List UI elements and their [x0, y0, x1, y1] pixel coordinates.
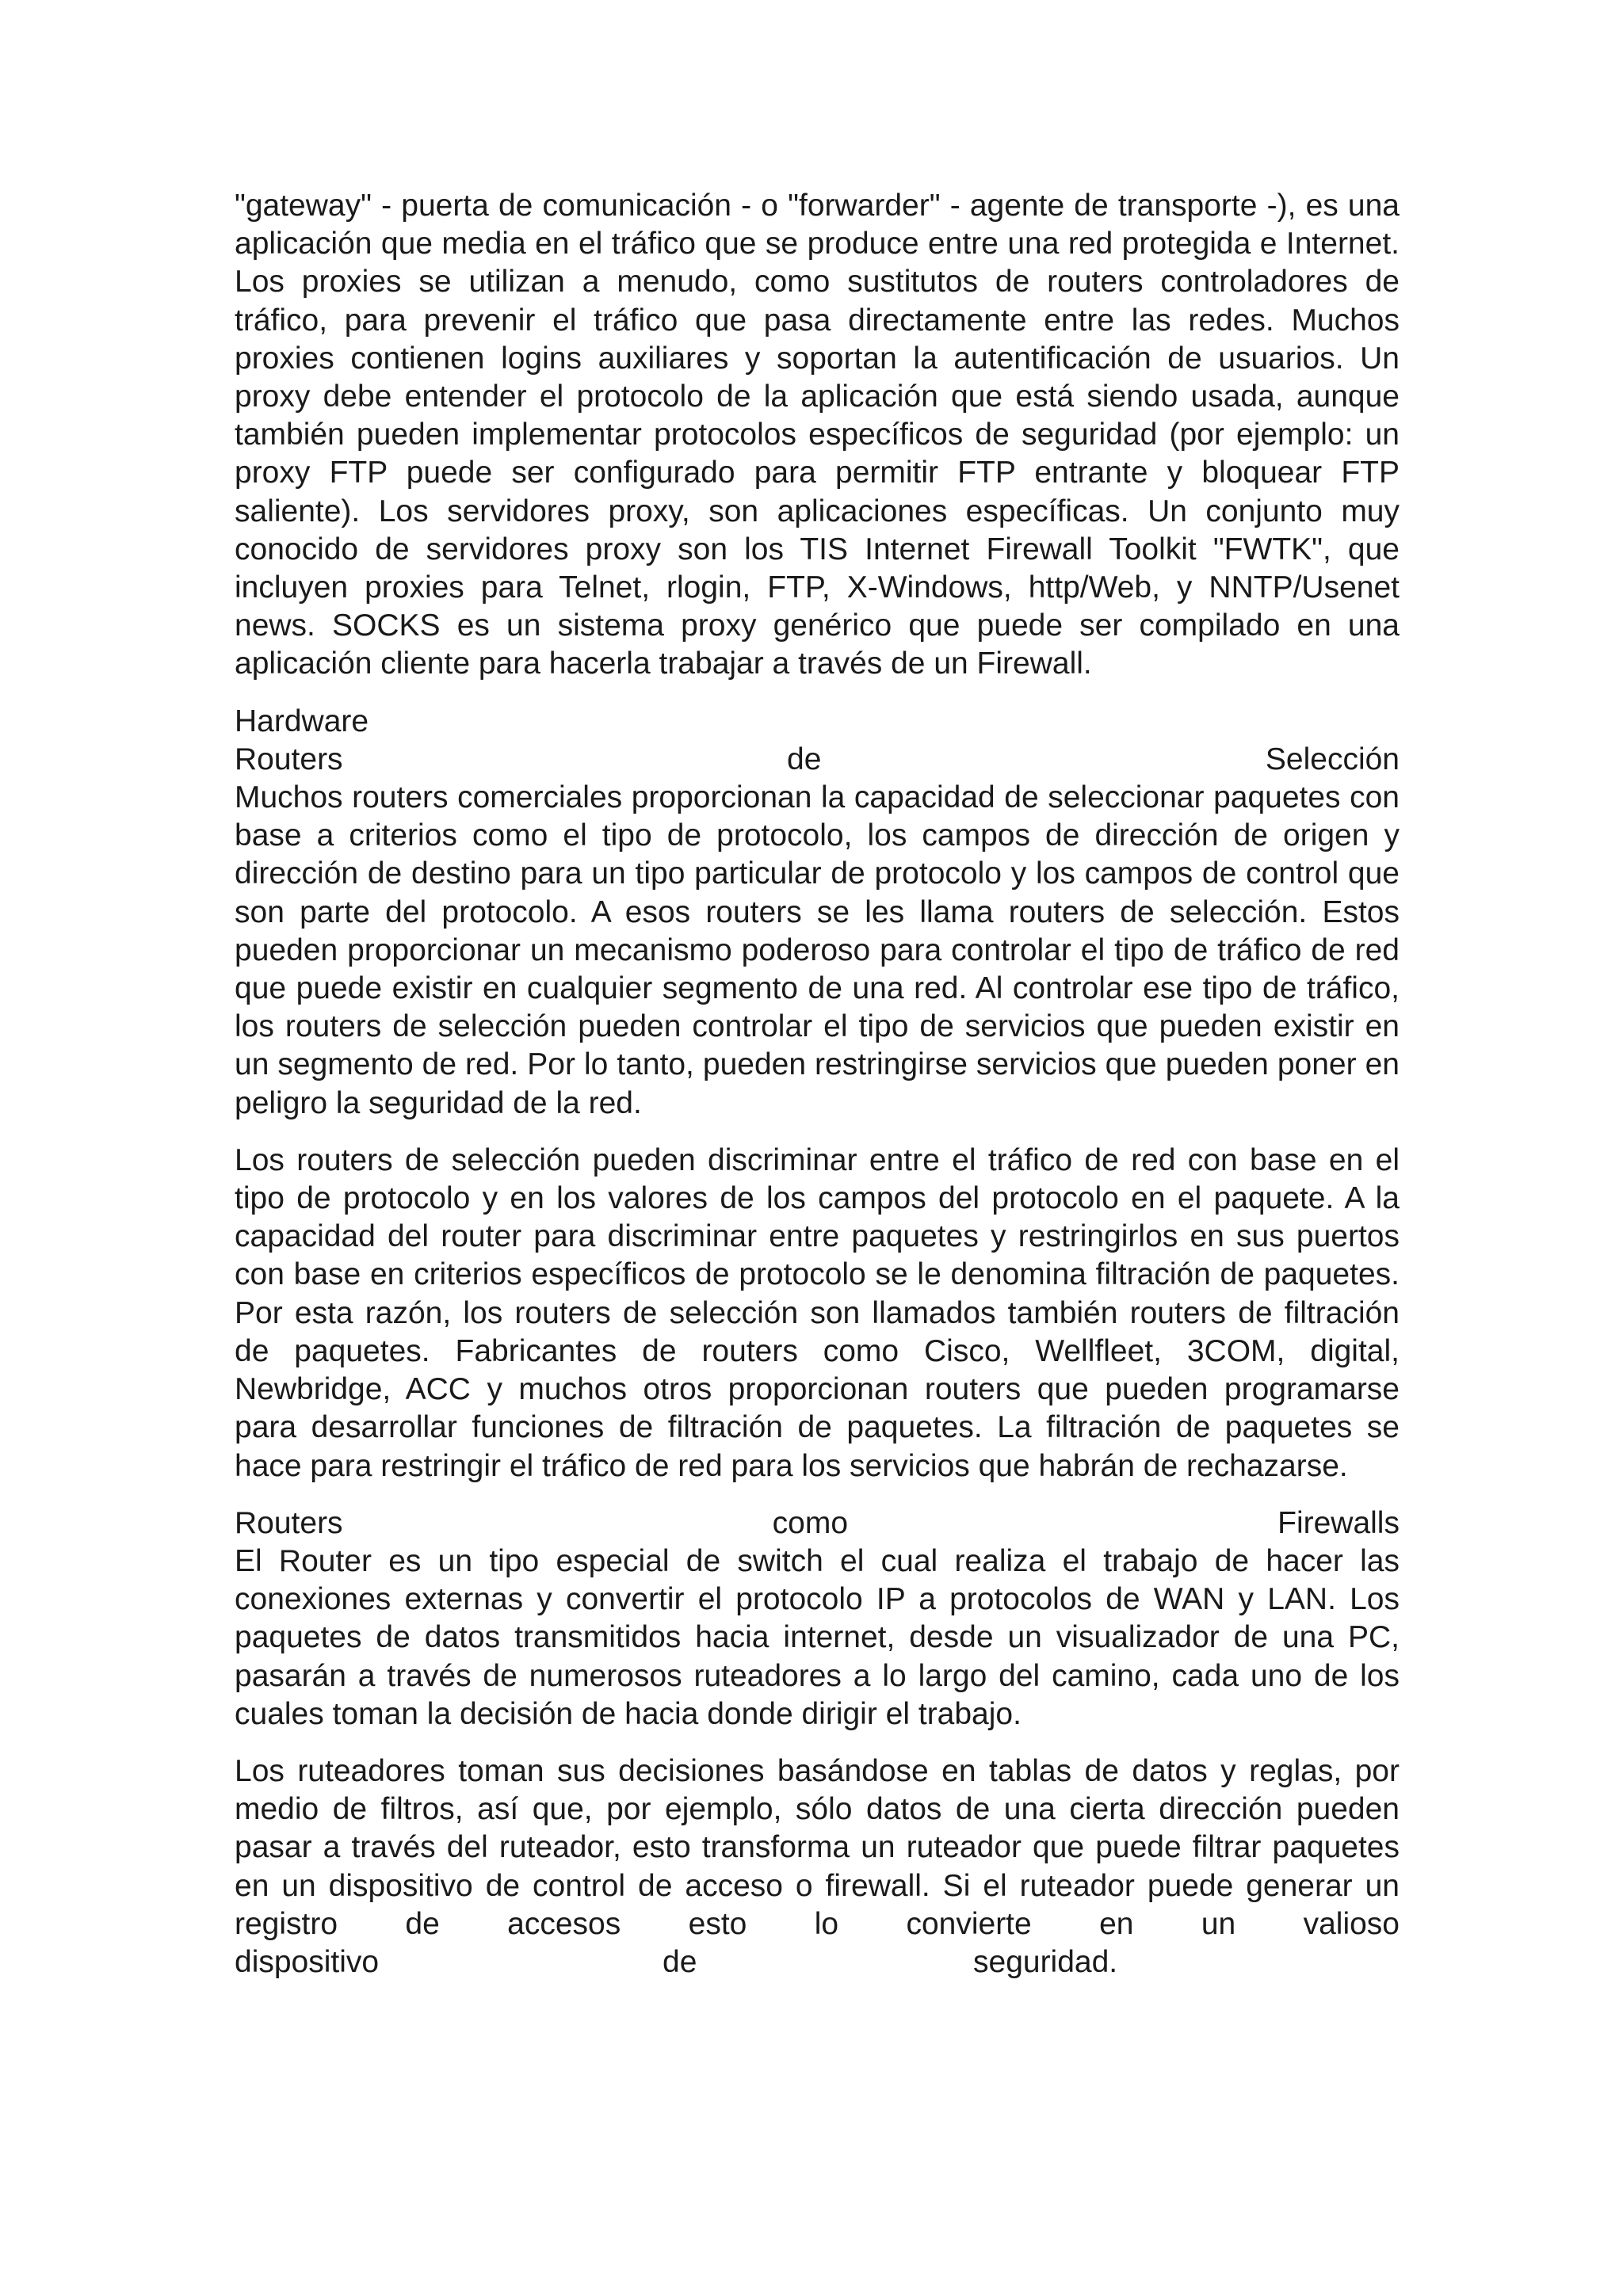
last-line-word: seguridad. [973, 1944, 1118, 1979]
last-line-word: dispositivo [235, 1944, 380, 1979]
heading-word: como [772, 1505, 849, 1540]
last-line-word: de [663, 1944, 697, 1979]
paragraph-router-decisions: Los ruteadores toman sus decisiones basándose en tablas de datos y reglas, por medio de filtros, así que, por ejemplo, sólo datos de una cierta dirección pueden pasar a través del ruteador, esto transforma un ruteador que puede filtrar paquetes en un dispositivo de control de acceso o firewall. Si el ruteador puede generar un registro de accesos esto lo convierte en un valioso [235, 1753, 1400, 1941]
section-router-decisions [235, 1753, 1400, 1981]
paragraph-last-line [235, 1943, 1400, 1981]
heading-routers-como-firewalls [235, 1505, 1400, 1543]
paragraph-screening-routers: Muchos routers comerciales proporcionan la capacidad de seleccionar paquetes con base a criterios como el tipo de protocolo, los campos de dirección de origen y dirección de destino para un tipo particular de protocolo y los campos de control que son parte del protocolo. A esos routers se les llama routers de selección. Estos pueden proporcionar un mecanismo poderoso para controlar el tipo de tráfico de red que puede existir en cualquier segmento de una red. Al controlar ese tipo de tráfico, los routers de selección pueden controlar el tipo de servicios que pueden existir en un segmento de red. Por lo tanto, pueden restringirse servicios que pueden poner en peligro la seguridad de la red. [235, 780, 1400, 1120]
paragraph-router-switch: El Router es un tipo especial de switch el cual realiza el trabajo de hacer las conexiones externas y convertir el protocolo IP a protocolos de WAN y LAN. Los paquetes de datos transmitidos hacia internet, desde un visualizador de una PC, pasarán a través de numerosos ruteadores a lo largo del camino, cada uno de los cuales toman la decisión de hacia donde dirigir el trabajo. [235, 1543, 1400, 1731]
heading-word: Routers [235, 742, 343, 776]
heading-word: Selección [1265, 742, 1400, 776]
section-routers-como-firewalls [235, 1505, 1400, 1733]
heading-word: de [787, 742, 822, 776]
section-hardware [235, 703, 1400, 1123]
paragraph-packet-filtering: Los routers de selección pueden discriminar entre el tráfico de red con base en el tipo de protocolo y en los valores de los campos del protocolo en el paquete. A la capacidad del router para discriminar entre paquetes y restringirlos en sus puertos con base en criterios específicos de protocolo se le denomina filtración de paquetes. Por esta razón, los routers de selección son llamados también routers de filtración de paquetes. Fabricantes de routers como Cisco, Wellfleet, 3COM, digital, Newbridge, ACC y muchos otros proporcionan routers que pueden programarse para desarrollar funciones de filtración de paquetes. La filtración de paquetes se hace para restringir el tráfico de red para los servicios que habrán de rechazarse. [235, 1142, 1400, 1483]
heading-word: Firewalls [1277, 1505, 1400, 1540]
document-page [235, 187, 1400, 2000]
heading-hardware: Hardware [235, 704, 369, 738]
heading-routers-de-seleccion [235, 741, 1400, 779]
paragraph-proxy: "gateway" - puerta de comunicación - o "forwarder" - agente de transporte -), es una aplicación que media en el tráfico que se produce entre una red protegida e Internet. Los proxies se utilizan a menudo, como sustitutos de routers controladores de tráfico, para prevenir el tráfico que pasa directamente entre las redes. Muchos proxies contienen logins auxiliares y soportan la autentificación de usuarios. Un proxy debe entender el protocolo de la aplicación que está siendo usada, aunque también pueden implementar protocolos específicos de seguridad (por ejemplo: un proxy FTP puede ser configurado para permitir FTP entrante y bloquear FTP saliente). Los servidores proxy, son aplicaciones específicas. Un conjunto muy conocido de servidores proxy son los TIS Internet Firewall Toolkit "FWTK", que incluyen proxies para Telnet, rlogin, FTP, X-Windows, http/Web, y NNTP/Usenet news. SOCKS es un sistema proxy genérico que puede ser compilado en una aplicación cliente para hacerla trabajar a través de un Firewall. [235, 189, 1400, 681]
heading-word: Routers [235, 1505, 343, 1540]
